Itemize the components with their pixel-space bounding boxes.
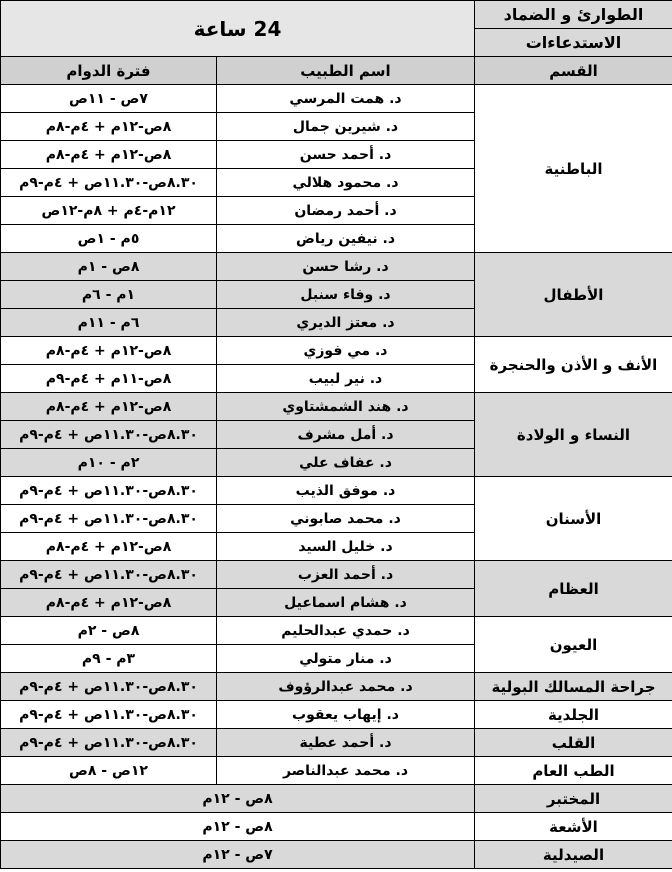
table-row bbox=[1, 477, 672, 505]
table-row bbox=[1, 757, 672, 785]
hours-title: 24 ساعة bbox=[1, 1, 475, 57]
table-row bbox=[1, 701, 672, 729]
service-name: الأشعة bbox=[475, 813, 672, 841]
department-name: الأنف و الأذن والحنجرة bbox=[475, 337, 672, 393]
doctor-name: د. منار متولي bbox=[217, 645, 475, 673]
department-name: الباطنية bbox=[475, 85, 672, 253]
shift-hours: ٨ص-١٢م + ٤م-٨م bbox=[1, 337, 217, 365]
table-row bbox=[1, 561, 672, 589]
doctor-name: د. محمود هلالي bbox=[217, 169, 475, 197]
department-name: الأسنان bbox=[475, 477, 672, 561]
shift-hours: ٨.٣٠ص-١١.٣٠ص + ٤م-٩م bbox=[1, 729, 217, 757]
shift-hours: ٨.٣٠ص-١١.٣٠ص + ٤م-٩م bbox=[1, 505, 217, 533]
shift-hours: ١٢م-٤م + ٨م-١٢ص bbox=[1, 197, 217, 225]
table-row bbox=[1, 673, 672, 701]
doctor-name: د. أحمد العزب bbox=[217, 561, 475, 589]
doctor-name: د. نيفين رياض bbox=[217, 225, 475, 253]
doctor-name: د. حمدي عبدالحليم bbox=[217, 617, 475, 645]
shift-hours: ١٢ص - ٨ص bbox=[1, 757, 217, 785]
department-name: الأطفال bbox=[475, 253, 672, 337]
table-row bbox=[1, 729, 672, 757]
doctor-name: د. محمد صابوني bbox=[217, 505, 475, 533]
doctor-name: د. أحمد رمضان bbox=[217, 197, 475, 225]
doctor-name: د. مي فوزي bbox=[217, 337, 475, 365]
doctor-name: د. محمد عبدالرؤوف bbox=[217, 673, 475, 701]
service-name: الصيدلية bbox=[475, 841, 672, 869]
shift-hours: ٨ص-١٢م + ٤م-٨م bbox=[1, 113, 217, 141]
doctor-name: د. معتز الديري bbox=[217, 309, 475, 337]
table-row bbox=[1, 617, 672, 645]
shift-hours: ١م - ٦م bbox=[1, 281, 217, 309]
shift-hours: ٨.٣٠ص-١١.٣٠ص + ٤م-٩م bbox=[1, 169, 217, 197]
shift-hours: ٨ص - ٢م bbox=[1, 617, 217, 645]
shift-hours: ٨ص-١٢م + ٤م-٨م bbox=[1, 141, 217, 169]
doctor-name: د. أحمد حسن bbox=[217, 141, 475, 169]
doctor-name: د. نير لبيب bbox=[217, 365, 475, 393]
shift-hours: ٨.٣٠ص-١١.٣٠ص + ٤م-٩م bbox=[1, 561, 217, 589]
doctor-name: د. هشام اسماعيل bbox=[217, 589, 475, 617]
title-row-er bbox=[1, 1, 672, 29]
shift-hours: ٨ص - ١م bbox=[1, 253, 217, 281]
table-row bbox=[1, 85, 672, 113]
shift-hours: ٥م - ١ص bbox=[1, 225, 217, 253]
department-name: القلب bbox=[475, 729, 672, 757]
service-hours: ٨ص - ١٢م bbox=[1, 785, 475, 813]
department-name: جراحة المسالك البولية bbox=[475, 673, 672, 701]
doctor-name: د. إيهاب يعقوب bbox=[217, 701, 475, 729]
table-row bbox=[1, 393, 672, 421]
shift-hours: ٨ص-١٢م + ٤م-٨م bbox=[1, 533, 217, 561]
table-row bbox=[1, 253, 672, 281]
doctor-name: د. عفاف علي bbox=[217, 449, 475, 477]
service-name: المختبر bbox=[475, 785, 672, 813]
doctor-name: د. هند الشمشتاوي bbox=[217, 393, 475, 421]
shift-hours: ٨.٣٠ص-١١.٣٠ص + ٤م-٩م bbox=[1, 673, 217, 701]
department-name: العيون bbox=[475, 617, 672, 673]
shift-hours: ٣م - ٩م bbox=[1, 645, 217, 673]
doctor-name: د. خليل السيد bbox=[217, 533, 475, 561]
doctor-name: د. رشا حسن bbox=[217, 253, 475, 281]
shift-hours: ٨ص-١٢م + ٤م-٨م bbox=[1, 589, 217, 617]
shift-hours: ٨ص-١١م + ٤م-٩م bbox=[1, 365, 217, 393]
service-hours: ٨ص - ١٢م bbox=[1, 813, 475, 841]
shift-hours: ٨.٣٠ص-١١.٣٠ص + ٤م-٩م bbox=[1, 421, 217, 449]
doctor-name: د. شيرين جمال bbox=[217, 113, 475, 141]
column-header-row bbox=[1, 57, 672, 85]
column-header-shift: فترة الدوام bbox=[1, 57, 217, 85]
shift-hours: ٨.٣٠ص-١١.٣٠ص + ٤م-٩م bbox=[1, 477, 217, 505]
service-row bbox=[1, 841, 672, 869]
doctor-name: د. موفق الذيب bbox=[217, 477, 475, 505]
department-name: النساء و الولادة bbox=[475, 393, 672, 477]
department-name: العظام bbox=[475, 561, 672, 617]
service-row bbox=[1, 813, 672, 841]
er-dressing-title: الطوارئ و الضماد bbox=[475, 1, 672, 29]
shift-hours: ٦م - ١١م bbox=[1, 309, 217, 337]
department-name: الجلدية bbox=[475, 701, 672, 729]
doctor-name: د. أحمد عطية bbox=[217, 729, 475, 757]
doctor-name: د. همت المرسي bbox=[217, 85, 475, 113]
service-row bbox=[1, 785, 672, 813]
doctor-name: د. محمد عبدالناصر bbox=[217, 757, 475, 785]
doctor-name: د. وفاء سنبل bbox=[217, 281, 475, 309]
column-header-doctor: اسم الطبيب bbox=[217, 57, 475, 85]
shift-hours: ٧ص - ١١ص bbox=[1, 85, 217, 113]
column-header-department: القسم bbox=[475, 57, 672, 85]
calls-title: الاستدعاءات bbox=[475, 29, 672, 57]
table-row bbox=[1, 337, 672, 365]
shift-hours: ٢م - ١٠م bbox=[1, 449, 217, 477]
service-hours: ٧ص - ١٢م bbox=[1, 841, 475, 869]
department-name: الطب العام bbox=[475, 757, 672, 785]
shift-hours: ٨.٣٠ص-١١.٣٠ص + ٤م-٩م bbox=[1, 701, 217, 729]
shift-hours: ٨ص-١٢م + ٤م-٨م bbox=[1, 393, 217, 421]
doctor-name: د. أمل مشرف bbox=[217, 421, 475, 449]
